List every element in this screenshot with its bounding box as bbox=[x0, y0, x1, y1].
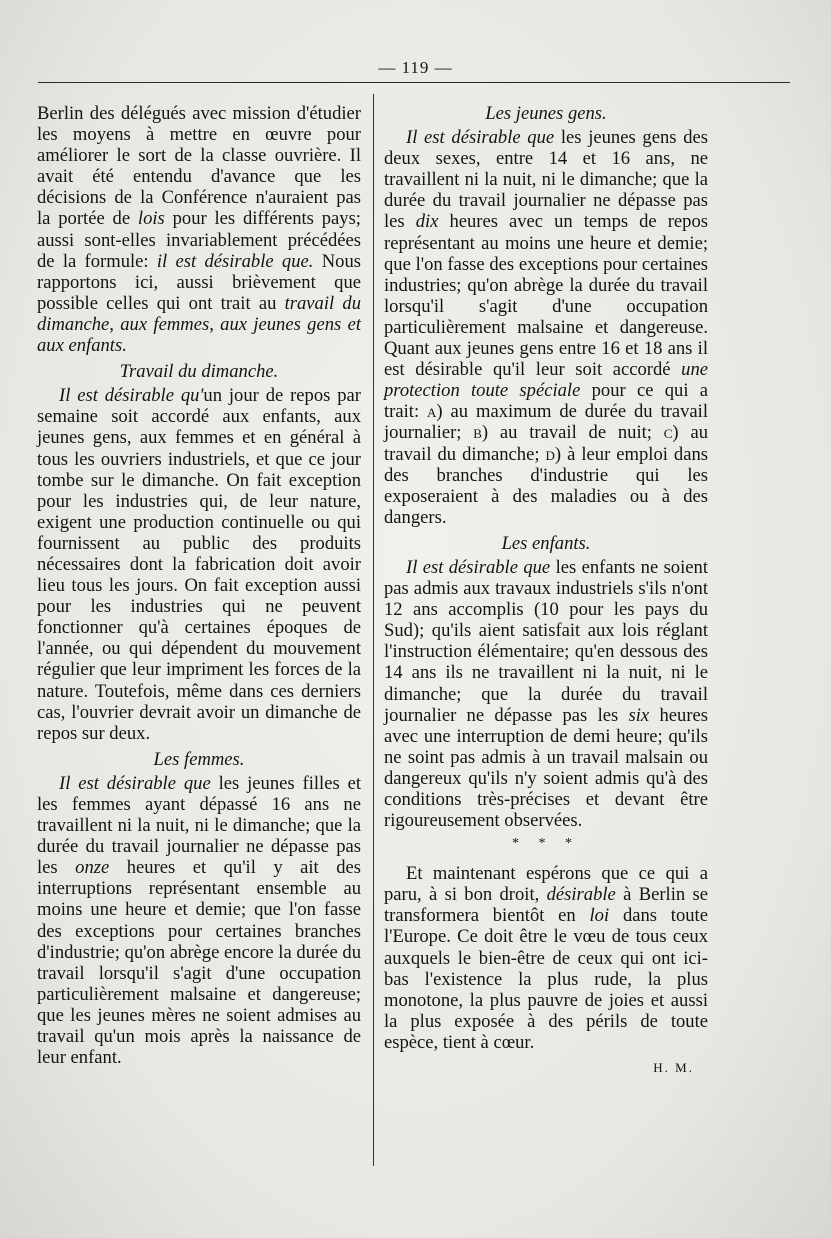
closing-desirable: désirable bbox=[546, 884, 616, 906]
dimanche-paragraph bbox=[37, 385, 361, 744]
enfants-text-b: heures avec une interruption de demi heure; qu'ils ne soint pas admis à un travail malsain ou dangereux qu'ils n'y soient admis qu'à des conditions très-précises et devant être rigoureusement observées. bbox=[384, 704, 709, 832]
closing-paragraph bbox=[384, 863, 708, 1053]
column-divider bbox=[373, 94, 374, 1166]
jeunes-text-e: au travail de nuit; bbox=[499, 422, 652, 444]
jeunes-item-b: b) bbox=[473, 422, 489, 444]
intro-topics: travail du dimanche, aux femmes, aux jeunes gens et aux enfants. bbox=[37, 292, 361, 357]
intro-text: Berlin des délégués avec mission d'étudier les moyens à mettre en œuvre pour améliorer le sort de la classe ouvrière. Il avait été entendu d'avance que les décisions de la Conférence n'auraient pas la portée de bbox=[37, 103, 361, 230]
closing-loi: loi bbox=[589, 905, 610, 927]
closing-text-c: dans toute l'Europe. Ce doit être le vœu de tous ceux auxquels le bien-être de ceux qui ont ici-bas l'existence la plus rude, la plus monotone, la plus pauvre de joies et aussi la plus exposée à des périls de toute espèce, tient à cœur. bbox=[384, 905, 708, 1053]
enfants-six: six bbox=[628, 704, 650, 726]
jeunes-item-d: d) bbox=[545, 443, 562, 465]
enfants-text-a: les enfants ne soient pas admis aux travaux industriels s'ils n'ont 12 ans accomplis (10 pour les pays du Sud); qu'ils aient satisfait aux lois réglant l'instruction élémentaire; qu'en dessous des 14 ans ils ne travaillent ni la nuit, ni le dimanche; que la durée du travail journalier ne dépasse pas les bbox=[384, 556, 708, 726]
intro-text-c: Nous rapportons ici, aussi brièvement que possible celles qui ont trait au bbox=[37, 250, 361, 314]
intro-paragraph bbox=[37, 103, 361, 356]
closing-text-a: Et maintenant espérons que ce qui a paru, à si bon droit, bbox=[384, 863, 708, 906]
femmes-text-a: les jeunes filles et les femmes ayant dépassé 16 ans ne travaillent ni la nuit, ni le dimanche; que la durée du travail journalier ne dépasse pas les bbox=[37, 772, 361, 879]
header-rule bbox=[38, 82, 790, 83]
intro-lois: lois bbox=[137, 208, 165, 230]
asterism: * * * bbox=[512, 836, 580, 852]
heading-dimanche: Travail du dimanche. bbox=[119, 361, 279, 383]
dimanche-lead: Il est désirable qu' bbox=[59, 385, 204, 407]
jeunes-text-a: les jeunes gens des deux sexes, entre 14 et 16 ans, ne travaillent ni la nuit, ni le dimanche; que la durée du travail journalier ne dépasse pas les bbox=[384, 127, 708, 233]
femmes-paragraph bbox=[37, 773, 361, 1068]
femmes-text-b: heures et qu'il y ait des interruptions représentant ensemble au moins une heure et demie; que l'on fasse des exceptions pour certaines branches d'industrie; qu'on abrège encore la durée du travail lorsqu'il s'agit d'une occupation particulièrement malsaine et dangereuse; que les jeunes mères ne soient admises au travail qu'un mois après la naissance de leur enfant. bbox=[37, 857, 361, 1069]
jeunes-item-c: c) bbox=[663, 422, 679, 444]
jeunes-text-d: au maximum de durée du travail journalier; bbox=[384, 401, 708, 444]
jeunes-dix: dix bbox=[415, 211, 439, 233]
right-column bbox=[384, 103, 708, 1078]
jeunes-text-c: pour ce qui a trait: bbox=[384, 380, 708, 423]
dimanche-text: un jour de repos par semaine soit accordé aux enfants, aux jeunes gens, aux femmes et en général à tous les ouvriers industriels, et que ce jour tombe sur le dimanche. On fait exception pour les industries qui, de leur nature, exigent une production continuelle ou qui fournissent au public des produits nécessaires dont la fabrication doit avoir lieu tous les jours. On fait exception aussi pour les industries qui ne peuvent fonctionner qu'à certaines époques de l'année, ou qui dépendent du mouvement régulier que leur impriment les forces de la nature. Toutefois, même dans ces derniers cas, l'ouvrier devrait avoir un dimanche de repos sur deux. bbox=[37, 385, 361, 744]
femmes-onze: onze bbox=[75, 857, 110, 879]
heading-enfants: Les enfants. bbox=[501, 532, 591, 554]
enfants-paragraph bbox=[384, 557, 708, 831]
intro-formula: il est désirable que. bbox=[156, 250, 314, 272]
jeunes-item-a: a) bbox=[427, 401, 443, 423]
heading-femmes: Les femmes. bbox=[153, 748, 245, 770]
jeunes-lead: Il est désirable que bbox=[406, 127, 555, 149]
jeunes-text-b: heures avec un temps de repos représentant au moins une heure et demie; que l'on fasse des exceptions pour certaines industries; qu'on abrège la durée du travail lorsqu'il s'agit d'une occupation particulièrement malsaine et dangereuse. Quant aux jeunes gens entre 16 et 18 ans il est désirable qu'il leur soit accordé bbox=[384, 211, 708, 381]
jeunes-text-g: à leur emploi dans des branches d'industrie qui les exposeraient à des maladies ou à des dangers. bbox=[384, 443, 708, 528]
signature: H. M. bbox=[653, 1060, 694, 1076]
intro-text-b: pour les différents pays; aussi sont-elles invariablement précédées de la formule: bbox=[37, 208, 361, 272]
jeunes-gens-paragraph bbox=[384, 127, 708, 528]
left-column bbox=[37, 103, 361, 1068]
femmes-lead: Il est désirable que bbox=[59, 772, 211, 794]
page-number: — 119 — bbox=[378, 58, 453, 77]
jeunes-text-f: au travail du dimanche; bbox=[384, 422, 708, 465]
closing-text-b: à Berlin se transformera bientôt en bbox=[384, 884, 708, 927]
enfants-lead: Il est désirable que bbox=[406, 556, 551, 578]
heading-jeunes-gens: Les jeunes gens. bbox=[485, 103, 607, 124]
jeunes-protection: une protection toute spéciale bbox=[384, 359, 708, 402]
